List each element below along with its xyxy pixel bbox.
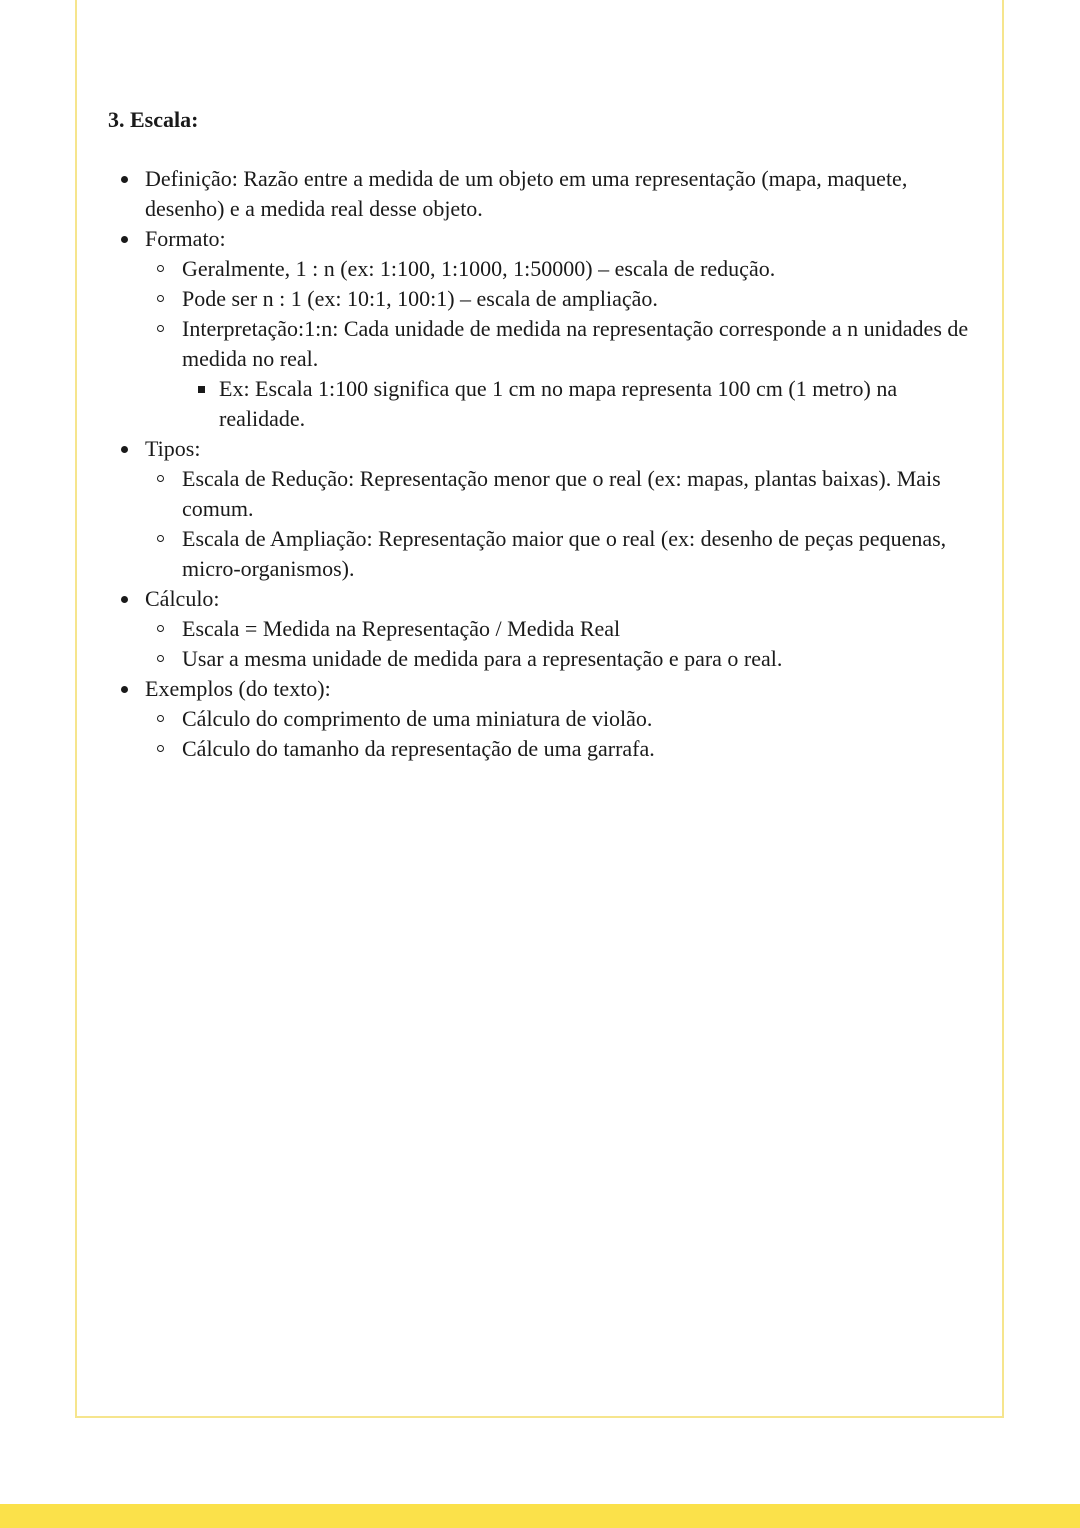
list-item (108, 584, 978, 674)
sub-list-item-text: Escala de Redução: Representação menor que o real (ex: mapas, plantas baixas). Mais comum. (182, 466, 941, 521)
list-item-text: Exemplos (do texto): (145, 676, 331, 701)
page-content (108, 104, 978, 764)
circle-bullet-icon (157, 475, 164, 482)
list-item-text: Cálculo: (145, 586, 220, 611)
sub-sub-list-item-text: Ex: Escala 1:100 significa que 1 cm no mapa representa 100 cm (1 metro) na realidade. (219, 376, 898, 431)
sub-list-item-text: Escala = Medida na Representação / Medida Real (182, 616, 621, 641)
disc-bullet-icon (121, 236, 128, 243)
sub-list-item (145, 734, 978, 764)
list-item (108, 224, 978, 434)
sub-list-item (145, 614, 978, 644)
list-item-text: Tipos: (145, 436, 201, 461)
sub-sub-list-item (182, 374, 978, 434)
section-heading: 3. Escala: (108, 107, 199, 132)
bullet-list (108, 164, 978, 764)
circle-bullet-icon (157, 295, 164, 302)
list-item (108, 674, 978, 764)
circle-bullet-icon (157, 745, 164, 752)
sub-list-item-text: Interpretação:1:n: Cada unidade de medida na representação corresponde a n unidades de medida no real. (182, 316, 969, 371)
sub-list-item (145, 464, 978, 524)
circle-bullet-icon (157, 265, 164, 272)
sub-list-item (145, 254, 978, 284)
sub-sub-list (182, 374, 978, 434)
disc-bullet-icon (121, 596, 128, 603)
square-bullet-icon (198, 386, 205, 393)
sub-list-item (145, 314, 978, 434)
circle-bullet-icon (157, 535, 164, 542)
circle-bullet-icon (157, 655, 164, 662)
sub-list (145, 614, 978, 674)
disc-bullet-icon (121, 446, 128, 453)
disc-bullet-icon (121, 176, 128, 183)
list-item-text: Definição: Razão entre a medida de um objeto em uma representação (mapa, maquete, desenho) e a medida real desse objeto. (145, 166, 908, 221)
footer-band (0, 1504, 1080, 1528)
sub-list (145, 464, 978, 584)
circle-bullet-icon (157, 715, 164, 722)
circle-bullet-icon (157, 625, 164, 632)
sub-list (145, 254, 978, 434)
sub-list-item-text: Escala de Ampliação: Representação maior que o real (ex: desenho de peças pequenas, micro-organismos). (182, 526, 947, 581)
sub-list-item-text: Pode ser n : 1 (ex: 10:1, 100:1) – escala de ampliação. (182, 286, 658, 311)
list-item (108, 434, 978, 584)
disc-bullet-icon (121, 686, 128, 693)
sub-list-item (145, 644, 978, 674)
sub-list-item (145, 704, 978, 734)
sub-list-item-text: Usar a mesma unidade de medida para a representação e para o real. (182, 646, 783, 671)
sub-list-item-text: Cálculo do tamanho da representação de uma garrafa. (182, 736, 655, 761)
sub-list-item (145, 524, 978, 584)
circle-bullet-icon (157, 325, 164, 332)
sub-list (145, 704, 978, 764)
sub-list-item-text: Cálculo do comprimento de uma miniatura de violão. (182, 706, 653, 731)
list-item (108, 164, 978, 224)
list-item-text: Formato: (145, 226, 226, 251)
sub-list-item (145, 284, 978, 314)
sub-list-item-text: Geralmente, 1 : n (ex: 1:100, 1:1000, 1:50000) – escala de redução. (182, 256, 776, 281)
